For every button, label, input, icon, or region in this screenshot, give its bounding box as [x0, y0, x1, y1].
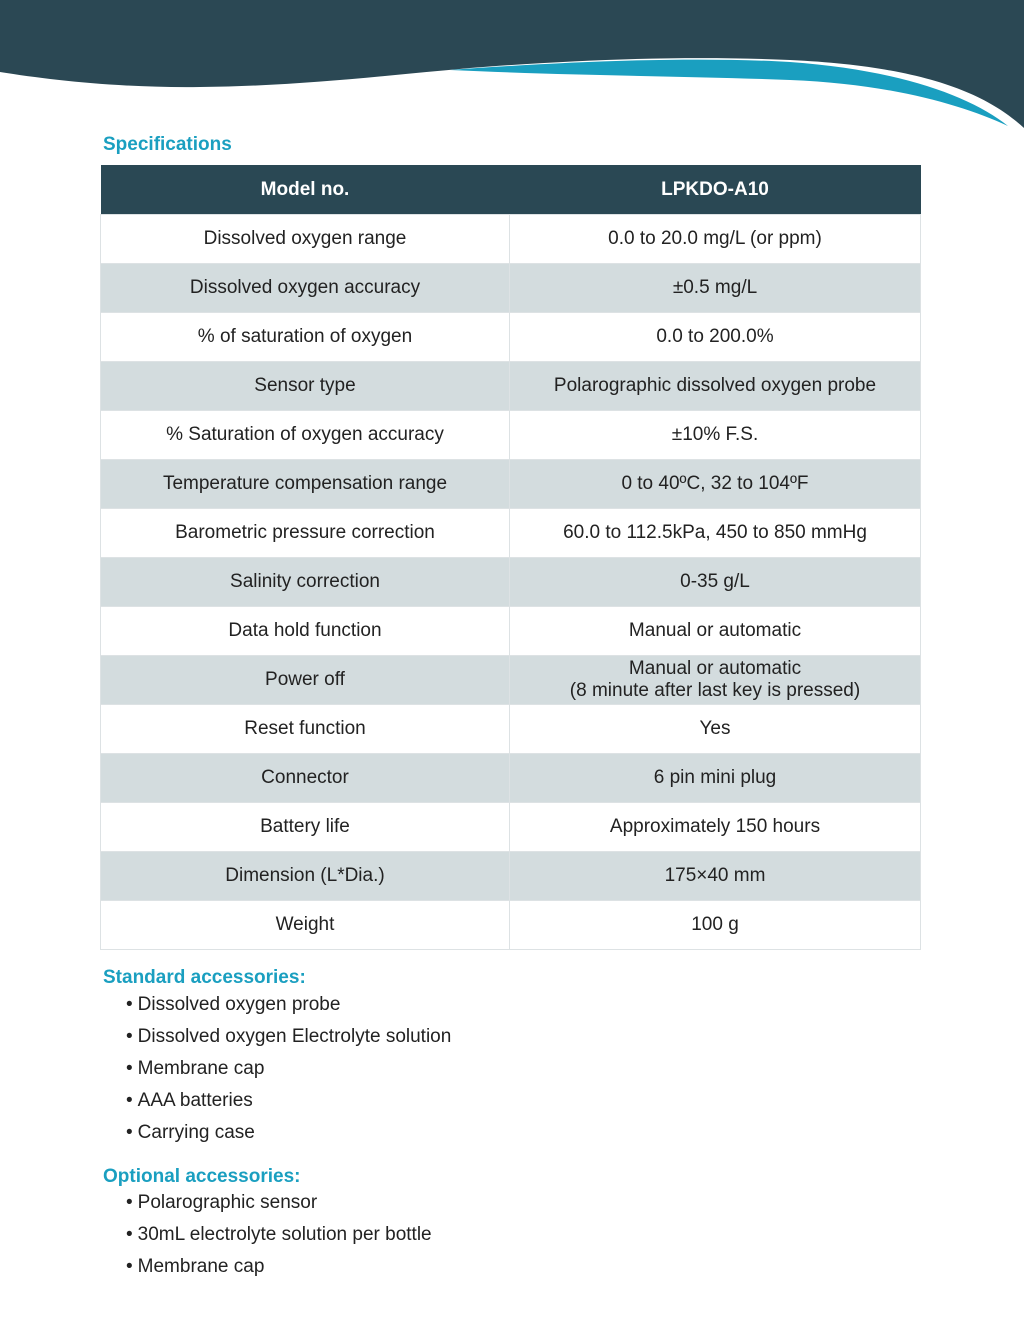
- table-row: [101, 509, 921, 558]
- standard-accessories-list: [126, 994, 451, 1154]
- specifications-table: [100, 165, 921, 950]
- list-item: • Membrane cap: [126, 1058, 451, 1090]
- spec-value: 0 to 40ºC, 32 to 104ºF: [510, 460, 921, 509]
- table-row: [101, 803, 921, 852]
- optional-accessories-list: [126, 1192, 432, 1288]
- header-wave-banner: [0, 0, 1024, 140]
- spec-value: 175×40 mm: [510, 852, 921, 901]
- optional-accessories-title: Optional accessories:: [103, 1166, 301, 1187]
- spec-value: 100 g: [510, 901, 921, 950]
- spec-label: Weight: [101, 901, 510, 950]
- spec-label: Salinity correction: [101, 558, 510, 607]
- header-model-label: Model no.: [101, 165, 510, 215]
- spec-label: Reset function: [101, 705, 510, 754]
- spec-label: Dissolved oxygen accuracy: [101, 264, 510, 313]
- spec-value: Approximately 150 hours: [510, 803, 921, 852]
- list-item: • Polarographic sensor: [126, 1192, 432, 1224]
- list-item: • Carrying case: [126, 1122, 451, 1154]
- list-item: • Dissolved oxygen probe: [126, 994, 451, 1026]
- table-row: [101, 264, 921, 313]
- spec-value: 0.0 to 20.0 mg/L (or ppm): [510, 215, 921, 264]
- table-row: [101, 754, 921, 803]
- spec-label: Dimension (L*Dia.): [101, 852, 510, 901]
- spec-label: Temperature compensation range: [101, 460, 510, 509]
- list-item: • AAA batteries: [126, 1090, 451, 1122]
- spec-label: Barometric pressure correction: [101, 509, 510, 558]
- table-row: [101, 607, 921, 656]
- spec-label: Dissolved oxygen range: [101, 215, 510, 264]
- spec-label: Connector: [101, 754, 510, 803]
- table-row: [101, 558, 921, 607]
- table-row: [101, 313, 921, 362]
- spec-value: 6 pin mini plug: [510, 754, 921, 803]
- spec-value: 60.0 to 112.5kPa, 450 to 850 mmHg: [510, 509, 921, 558]
- spec-value: Polarographic dissolved oxygen probe: [510, 362, 921, 411]
- specifications-title: Specifications: [103, 134, 232, 155]
- spec-label: Data hold function: [101, 607, 510, 656]
- table-row: [101, 656, 921, 705]
- spec-value: ±0.5 mg/L: [510, 264, 921, 313]
- spec-label: Battery life: [101, 803, 510, 852]
- standard-accessories-title: Standard accessories:: [103, 967, 306, 988]
- list-item: • Dissolved oxygen Electrolyte solution: [126, 1026, 451, 1058]
- spec-label: Sensor type: [101, 362, 510, 411]
- table-row: [101, 215, 921, 264]
- table-row: [101, 411, 921, 460]
- spec-label: % Saturation of oxygen accuracy: [101, 411, 510, 460]
- table-row: [101, 705, 921, 754]
- spec-value: 0.0 to 200.0%: [510, 313, 921, 362]
- spec-label: % of saturation of oxygen: [101, 313, 510, 362]
- spec-value: Yes: [510, 705, 921, 754]
- table-header-row: [101, 165, 921, 215]
- table-row: [101, 852, 921, 901]
- spec-value: Manual or automatic: [510, 607, 921, 656]
- table-row: [101, 901, 921, 950]
- spec-value: ±10% F.S.: [510, 411, 921, 460]
- list-item: • 30mL electrolyte solution per bottle: [126, 1224, 432, 1256]
- spec-label: Power off: [101, 656, 510, 705]
- list-item: • Membrane cap: [126, 1256, 432, 1288]
- table-row: [101, 362, 921, 411]
- header-model-value: LPKDO-A10: [510, 165, 921, 215]
- spec-value: 0-35 g/L: [510, 558, 921, 607]
- table-row: [101, 460, 921, 509]
- spec-value: Manual or automatic (8 minute after last key is pressed): [510, 656, 921, 705]
